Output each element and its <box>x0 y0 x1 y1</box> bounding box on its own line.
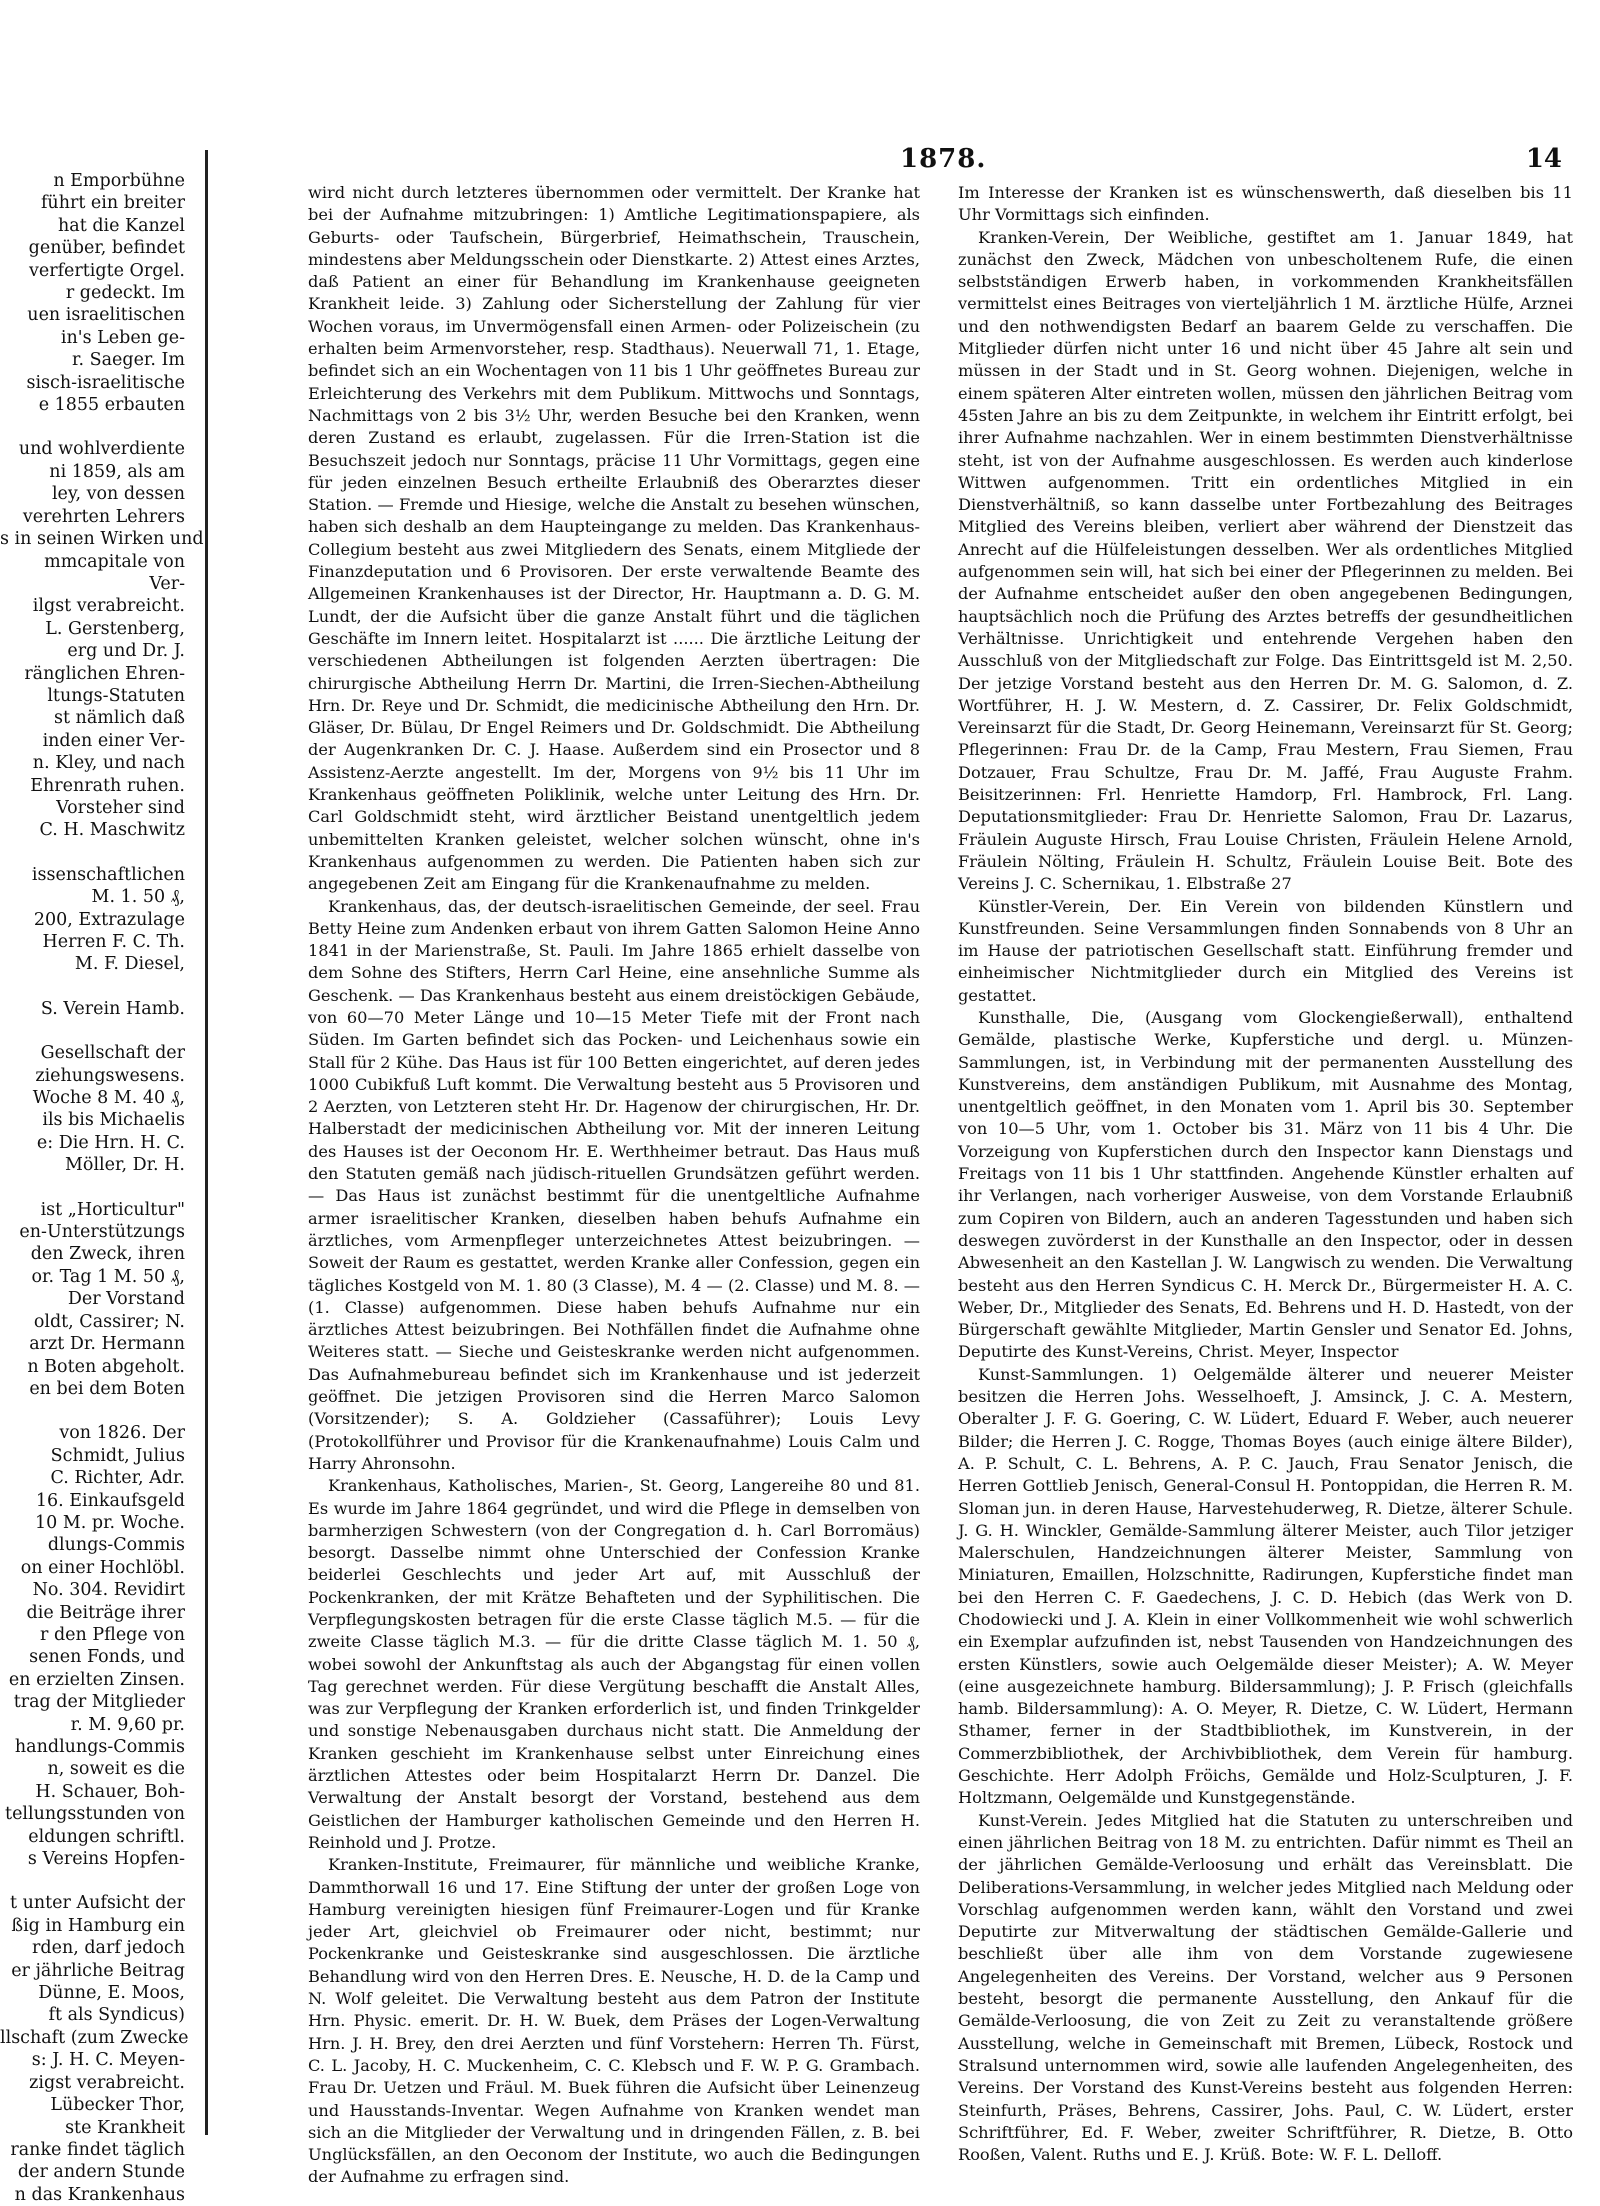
fragment-line: verfertigte Orgel. <box>28 260 185 281</box>
fragment-line: ränglichen Ehren- <box>24 663 185 684</box>
fragment-line: on einer Hochlöbl. <box>20 1557 185 1578</box>
page <box>228 140 1580 2187</box>
fragment-line: dlungs-Commis <box>47 1535 185 1556</box>
fragment-line: st nämlich daß <box>53 708 185 729</box>
fragment-line <box>0 1400 205 1422</box>
fragment-line: Der Vorstand <box>67 1289 185 1310</box>
fragment-line: tellungsstunden von <box>5 1804 185 1825</box>
fragment-line <box>0 842 205 864</box>
fragment-line: Vorsteher sind <box>56 797 185 818</box>
fragment-line: Dünne, E. Moos, <box>38 1983 185 2004</box>
fragment-line: Lübecker Thor, <box>50 2095 185 2116</box>
page-gutter-line <box>205 150 208 2135</box>
entry-paragraph: Kranken-Verein, Der Weibliche, gestiftet am 1. Januar 1849, hat zunächst den Zweck, Mädchen von unbescholtenem Rufe, die einen selbstständigen Erwerb haben, in vorkommenden Krankheitsfällen vermittelst eines Beitrages von vierteljährlich 1 M. ärztliche Hülfe, Arznei und den nothwendigsten Bedarf an baarem Gelde zu verschaffen. Die Mitglieder dürfen nicht unter 16 und nicht über 45 Jahre alt sein und müssen in der Stadt und in St. Georg wohnen. Diejenigen, welche in einem späteren Alter eintreten wollen, müssen den jährlichen Beitrag vom 45sten Jahre an bis zu dem Zeitpunkte, in welchem ihr Eintritt erfolgt, bei ihrer Aufnahme nachzahlen. Wer in einem bestimmten Dienstverhältnisse steht, ist von der Aufnahme ausgeschlossen. Es werden auch kinderlose Wittwen aufgenommen. Tritt ein ordentliches Mitglied in ein Dienstverhältniß, so kann dasselbe unter Fortbezahlung des Beitrages Mitglied des Vereins bleiben, verliert aber während der Dienstzeit das Anrecht auf die Hülfeleistungen desselben. Wer als ordentliches Mitglied aufgenommen sein will, hat sich bei einer der Pflegerinnen zu melden. Bei der Aufnahme entscheidet außer den oben angegebenen Bedingungen, hauptsächlich noch die Prüfung des Arztes betreffs der gesundheitlichen Verhältnisse. Unrichtigkeit und entehrende Vergehen haben den Ausschluß von der Mitgliedschaft zur Folge. Das Eintrittsgeld ist M. 2,50. Der jetzige Vorstand besteht aus den Herren Dr. M. G. Salomon, d. Z. Wortführer, H. J. W. Mestern, d. Z. Cassirer, Dr. Felix Goldschmidt, Vereinsarzt für die Stadt, Dr. Georg Heinemann, Vereinsarzt für St. Georg; Pflegerinnen: Frau Dr. de la Camp, Frau Mestern, Frau Siemen, Frau Dotzauer, Frau Schultze, Frau Dr. M. Jaffé, Frau Auguste Frahm. Beisitzerinnen: Frl. Henriette Hamdorp, Frl. Hambrock, Frl. Lang. Deputationsmitglieder: Frau Dr. Henriette Salomon, Frau Dr. Lazarus, Fräulein Auguste Hirsch, Frau Louise Christen, Fräulein Helene Arnold, Fräulein Nölting, Fräulein H. Schultz, Fräulein Louise Beit. Bote des Vereins J. C. Schernikau, 1. Elbstraße 27 <box>958 227 1573 894</box>
fragment-line: L. Gerstenberg, <box>45 618 185 639</box>
fragment-line: s in seinen Wirken und <box>0 529 204 550</box>
fragment-line: den Zweck, ihren <box>30 1244 185 1265</box>
fragment-line: n Boten abgeholt. <box>27 1356 185 1377</box>
fragment-line: trag der Mitglieder <box>13 1692 185 1713</box>
fragment-line: M. F. Diesel, <box>74 954 185 975</box>
fragment-line: 200, Extrazulage <box>33 909 185 930</box>
fragment-line: r gedeckt. Im <box>65 283 185 304</box>
fragment-line: in's Leben ge- <box>60 327 185 348</box>
entry-paragraph: Künstler-Verein, Der. Ein Verein von bildenden Künstlern und Kunstfreunden. Seine Versammlungen finden Sonnabends von 8 Uhr an im Hause der patriotischen Gesellschaft statt. Einführung fremder und einheimischer Nichtmitglieder durch ein Mitglied des Vereins ist gestattet. <box>958 896 1573 1005</box>
fragment-line: e: Die Hrn. H. C. <box>36 1132 185 1153</box>
fragment-line: mmcapitale von <box>44 551 185 572</box>
fragment-line: genüber, befindet <box>28 238 185 259</box>
fragment-line: ranke findet täglich <box>10 2139 185 2160</box>
fragment-line: Schmidt, Julius <box>50 1445 185 1466</box>
fragment-line: uen israelitischen <box>27 305 185 326</box>
fragment-line: or. Tag 1 M. 50 ₰, <box>31 1266 185 1287</box>
fragment-line: n Emporbühne <box>53 171 185 191</box>
fragment-line: n. Kley, und nach <box>32 753 185 774</box>
fragment-line: verehrten Lehrers <box>22 506 185 527</box>
fragment-line: en erzielten Zinsen. <box>8 1669 185 1690</box>
fragment-line: ltungs-Statuten <box>47 685 185 706</box>
fragment-line: 10 M. pr. Woche. <box>35 1512 185 1533</box>
fragment-line: Gesellschaft der <box>40 1043 185 1064</box>
fragment-line <box>0 1020 205 1042</box>
page-header <box>228 140 1580 176</box>
entry-paragraph: Kunst-Verein. Jedes Mitglied hat die Statuten zu unterschreiben und einen jährlichen Beitrag von 18 M. zu entrichten. Dafür nimmt es Theil an der jährlichen Gemälde-Verloosung und erhält das Vereinsblatt. Die Deliberations-Versammlung, in welcher jedes Mitglied nach Meldung oder Vorschlag aufgenommen werden kann, wählt den Vorstand und zwei Deputirte zur Mitverwaltung der städtischen Gemälde-Gallerie und beschließt über alle ihm von dem Vorstande zugewiesene Angelegenheiten des Vereins. Der Vorstand, welcher aus 9 Personen besteht, besorgt die permanente Ausstellung, den Ankauf für die Gemälde-Verloosung, die von Zeit zu Zeit zu veranstaltende größere Ausstellung, welche in Gemeinschaft mit Bremen, Lübeck, Rostock und Stralsund unternommen wird, sowie alle laufenden Angelegenheiten, des Vereins. Der Vorstand des Kunst-Vereins besteht aus folgenden Herren: Steinfurth, Präses, Behrens, Cassirer, Johs. Paul, C. W. Lüdert, erster Schriftführer, Ed. F. Weber, zweiter Schriftführer, R. Dietze, B. Otto Rooßen, Valent. Ruths und E. J. Krüß. Bote: W. F. L. Delloff. <box>958 1810 1573 2165</box>
fragment-line: er jährliche Beitrag <box>11 1960 185 1981</box>
fragment-line: ni 1859, als am <box>49 461 185 482</box>
fragment-line: oldt, Cassirer; N. <box>33 1311 185 1332</box>
fragment-line: Ver- <box>149 573 185 594</box>
fragment-line: inden einer Ver- <box>42 730 185 751</box>
fragment-line: und wohlverdiente <box>18 439 185 460</box>
fragment-line: hat die Kanzel <box>58 215 185 236</box>
page-year: 1878. <box>900 144 987 174</box>
fragment-line <box>0 1870 205 1892</box>
fragment-line: ist „Horticultur" <box>40 1199 185 1220</box>
fragment-line: der andern Stunde <box>17 2162 185 2183</box>
fragment-line: senen Fonds, und <box>29 1647 185 1668</box>
fragment-line: die Beiträge ihrer <box>26 1602 185 1623</box>
fragment-line: s: J. H. C. Meyen- <box>31 2050 185 2071</box>
fragment-line: 16. Einkaufsgeld <box>35 1490 185 1511</box>
fragment-line: ziehungswesens. <box>35 1065 185 1086</box>
fragment-line <box>0 1177 205 1199</box>
left-column <box>308 182 920 2189</box>
entry-paragraph: Im Interesse der Kranken ist es wünschenswerth, daß dieselben bis 11 Uhr Vormittags sich einfinden. <box>958 183 1573 225</box>
fragment-line: n das Krankenhaus <box>14 2184 185 2205</box>
fragment-line: ft als Syndicus) <box>48 2005 185 2026</box>
page-number: 14 <box>1525 144 1562 174</box>
fragment-line <box>0 416 205 438</box>
fragment-line: r. M. 9,60 pr. <box>70 1714 185 1735</box>
fragment-line: handlungs-Commis <box>14 1737 185 1757</box>
fragment-line: C. Richter, Adr. <box>50 1468 185 1489</box>
entry-paragraph: wird nicht durch letzteres übernommen oder vermittelt. Der Kranke hat bei der Aufnahme mitzubringen: 1) Amtliche Legitimationspapiere, als Geburts- oder Taufschein, Bürgerbrief, Heimathschein, Trauschein, mindestens aber Meldungsschein oder Dienstkarte. 2) Attest eines Arztes, daß Patient an einer für Behandlung im Krankenhause geeigneten Krankheit leide. 3) Zahlung oder Sicherstellung der Zahlung für vier Wochen voraus, im Unvermögensfall einen Armen- oder Polizeischein (zu erhalten beim Armenvorsteher, resp. Stadthaus). Neuerwall 71, 1. Etage, befindet sich an ein Wochentagen von 11 bis 1 Uhr geöffnetes Bureau zur Erleichterung des Verkehrs mit dem Publikum. Mittwochs und Sonntags, Nachmittags von 2 bis 3½ Uhr, werden Besuche bei den Kranken, wenn deren Zustand es erlaubt, zugelassen. Für die Irren-Station ist die Besuchszeit jedoch nur Sonntags, präcise 11 Uhr Vormittags, gegen eine für jeden einzelnen Besuch ertheilte Erlaubniß des Oberarztes dieser Station. — Fremde und Hiesige, welche die Anstalt zu besehen wünschen, haben sich deshalb an dem Haupteingange zu melden. Das Krankenhaus-Collegium besteht aus zwei Mitgliedern des Senats, einem Mitgliede der Finanzdeputation und 6 Provisoren. Der erste verwaltende Beamte des Allgemeinen Krankenhauses ist der Director, Hr. Hauptmann a. D. G. M. Lundt, der die Aufsicht über die ganze Anstalt führt und die täglichen Geschäfte im Innern leitet. Hospitalarzt ist ...... Die ärztliche Leitung der verschiedenen Abtheilungen ist folgenden Aerzten übertragen: Die chirurgische Abtheilung Herrn Dr. Martini, die Irren-Siechen-Abtheilung Hrn. Dr. Reye und Dr. Schmidt, die medicinische Abtheilung den Hrn. Dr. Gläser, Dr. Bülau, Dr Engel Reimers und Dr. Goldschmidt. Die Abtheilung der Augenkranken Dr. C. J. Haase. Außerdem sind ein Prosector und 8 Assistenz-Aerzte angestellt. Im der, Morgens von 9½ bis 11 Uhr im Krankenhaus geöffneten Poliklinik, welche unter Leitung des Hrn. Dr. Carl Goldschmidt steht, wird ärztlicher Beistand unentgeltlich jedem unbemittelten Kranken geleistet, welcher solchen wünscht, ohne in's Krankenhaus aufgenommen zu werden. Die Patienten haben sich zur angegebenen Zeit am Eingang für die Krankenaufnahme zu melden. <box>308 183 920 894</box>
fragment-line: arzt Dr. Hermann <box>29 1334 185 1355</box>
fragment-line: r den Pflege von <box>40 1624 185 1645</box>
fragment-line: ley, von dessen <box>51 484 185 505</box>
fragment-line: No. 304. Revidirt <box>32 1580 185 1601</box>
fragment-line: t unter Aufsicht der <box>9 1893 185 1914</box>
fragment-line: en-Unterstützungs <box>19 1222 185 1243</box>
fragment-line: issenschaftlichen <box>31 864 185 885</box>
fragment-line: Woche 8 M. 40 ₰, <box>32 1088 185 1109</box>
fragment-line: rden, darf jedoch <box>32 1938 185 1959</box>
fragment-line: H. Schauer, Boh- <box>35 1781 185 1802</box>
fragment-line: sisch-israelitische <box>26 372 185 393</box>
fragment-line: eldungen schriftl. <box>28 1826 185 1847</box>
fragment-line: M. 1. 50 ₰, <box>91 887 185 908</box>
fragment-line: ste Krankheit <box>65 2117 185 2138</box>
fragment-line: zigst verabreicht. <box>29 2072 185 2093</box>
fragment-line: C. H. Maschwitz <box>39 820 185 841</box>
entry-paragraph: Krankenhaus, Katholisches, Marien-, St. Georg, Langereihe 80 und 81. Es wurde im Jahre 1864 gegründet, und wird die Pflege in demselben von barmherzigen Schwestern (von der Congregation d. h. Carl Borromäus) besorgt. Dasselbe nimmt ohne Unterschied der Confession Kranke beiderlei Geschlechts und jeder Art auf, mit Ausschluß der Pockenkranken, der mit Krätze Behafteten und der Syphilitischen. Die Verpflegungskosten betragen für die erste Classe täglich M.5. — für die zweite Classe täglich M.3. — für die dritte Classe täglich M. 1. 50 ₰, wobei sowohl der Ankunftstag als auch der Abgangstag für einen vollen Tag gerechnet werden. Für diese Vergütung beschafft die Anstalt Alles, was zur Verpflegung der Kranken erforderlich ist, und finden Trinkgelder und sonstige Nebenausgaben durchaus nicht statt. Die Anmeldung der Kranken geschieht im Krankenhause selbst unter Einreichung eines ärztlichen Attestes oder beim Hospitalarzt Herrn Dr. Danzel. Die Verwaltung der Anstalt besorgt der Vorstand, bestehend aus dem Geistlichen der Hamburger katholischen Gemeinde und den Herren H. Reinhold und J. Protze. <box>308 1476 920 1852</box>
entry-paragraph: Kranken-Institute, Freimaurer, für männliche und weibliche Kranke, Dammthorwall 16 und 17. Eine Stiftung der unter der großen Loge von Hamburg vereinigten hiesigen fünf Freimaurer-Logen und für Kranke jeder Art, gleichviel ob Freimaurer oder nicht, bestimmt; nur Pockenkranke und Geisteskranke sind ausgeschlossen. Die ärztliche Behandlung wird von den Herren Dres. E. Neusche, H. D. de la Camp und N. Wolf geleitet. Die Verwaltung besteht aus dem Patron der Institute Hrn. Physic. emerit. Dr. H. W. Buek, dem Präses der Logen-Verwaltung Hrn. J. H. Brey, den drei Aerzten und fünf Vorstehern: Herren Th. Fürst, C. L. Jacoby, H. C. Muckenheim, C. C. Klebsch und F. W. P. G. Grambach. Frau Dr. Uetzen und Fräul. M. Buek führen die Aufsicht über Leinenzeug und Hausstands-Inventar. Wegen Aufnahme von Kranken wendet man sich an die Mitglieder der Verwaltung und in dringenden Fällen, z. B. bei Unglücksfällen, an den Oeconom der Institute, wo auch die Bedingungen der Aufnahme zu erfragen sind. <box>308 1855 920 2187</box>
right-column <box>958 182 1573 2166</box>
fragment-line: ilgst verabreicht. <box>32 596 185 617</box>
fragment-line <box>0 976 205 998</box>
fragment-line: s Vereins Hopfen- <box>27 1849 185 1870</box>
entry-paragraph: Krankenhaus, das, der deutsch-israelitischen Gemeinde, der seel. Frau Betty Heine zum Andenken erbaut von ihrem Gatten Salomon Heine Anno 1841 in der Marienstraße, St. Pauli. Im Jahre 1865 erhielt dasselbe von dem Sohne des Stifters, Herrn Carl Heine, eine ansehnliche Summe als Geschenk. — Das Krankenhaus besteht aus einem dreistöckigen Gebäude, von 60—70 Meter Länge und 10—15 Meter Tiefe mit der Front nach Süden. Im Garten befindet sich das Pocken- und Leichenhaus sowie ein Stall für 2 Kühe. Das Haus ist für 100 Betten eingerichtet, auf deren jedes 1000 Cubikfuß Luft kommt. Die Verwaltung besteht aus 5 Provisoren und 2 Aerzten, von Letzteren steht Hr. Dr. Hagenow der chirurgischen, Hr. Dr. Halberstadt der medicinischen Abtheilung vor. Mit der inneren Leitung des Hauses ist der Oeconom Hr. E. Werthheimer betraut. Das Haus muß den Statuten gemäß nach jüdisch-rituellen Grundsätzen geführt werden. — Das Haus ist zunächst bestimmt für die unentgeltliche Aufnahme armer israelitischer Kranken, dieselben haben behufs Aufnahme ein ärztliches, vom Armenpfleger unterzeichnetes Attest beizubringen. — Soweit der Raum es gestattet, werden Kranke aller Confession, gegen ein tägliches Kostgeld von M. 1. 80 (3 Classe), M. 4 — (2. Classe) und M. 8. — (1. Classe) aufgenommen. Diese haben behufs Aufnahme nur ein ärztliches Attest beizubringen. Bei Nothfällen findet die Aufnahme ohne Weiteres statt. — Sieche und Geisteskranke werden nicht aufgenommen. Das Aufnahmebureau befindet sich im Krankenhause und ist jederzeit geöffnet. Die jetzigen Provisoren sind die Herren Marco Salomon (Vorsitzender); S. A. Goldzieher (Cassaführer); Louis Levy (Protokollführer und Provisor für die Krankenaufnahme) Louis Calm und Harry Ahronsohn. <box>308 896 920 1473</box>
fragment-line: S. Verein Hamb. <box>40 998 185 1019</box>
fragment-line: n, soweit es die <box>47 1759 185 1780</box>
fragment-line: r. Saeger. Im <box>72 350 185 371</box>
fragment-line: Herren F. C. Th. <box>42 932 185 952</box>
fragment-line: ils bis Michaelis <box>42 1110 185 1131</box>
fragment-line: führt ein breiter <box>40 193 185 214</box>
fragment-line: von 1826. Der <box>59 1423 185 1444</box>
fragment-line: llschaft (zum Zwecke <box>0 2027 189 2048</box>
left-page-fragment <box>0 170 208 2205</box>
fragment-line: Möller, Dr. H. <box>65 1155 185 1176</box>
entry-paragraph: Kunsthalle, Die, (Ausgang vom Glockengießerwall), enthaltend Gemälde, plastische Werke, Kupferstiche und dergl. u. Münzen-Sammlungen, ist, in Verbindung mit der permanenten Ausstellung des Kunstvereins, dem anständigen Publikum, mit Ausnahme des Montag, unentgeltlich geöffnet, in den Monaten vom 1. April bis 30. September von 10—5 Uhr, vom 1. October bis 31. März von 11 bis 4 Uhr. Die Vorzeigung von Kupferstichen durch den Inspector kann Dienstags und Freitags von 11 bis 1 Uhr stattfinden. Angehende Künstler erhalten auf ihr Verlangen, nach vorheriger Ausweise, von dem Vorstande Erlaubniß zum Copiren von Bildern, auch an anderen Tagesstunden und haben sich deswegen zuvörderst in der Kunsthalle an den Inspector, oder in dessen Abwesenheit an den Kastellan J. W. Langwisch zu wenden. Die Verwaltung besteht aus den Herren Syndicus C. H. Merck Dr., Bürgermeister H. A. C. Weber, Dr., Mitglieder des Senats, Ed. Behrens und H. D. Hastedt, von der Bürgerschaft gewählte Mitglieder, Martin Gensler und Senator Ed. Johns, Deputirte des Kunst-Vereins, Christ. Meyer, Inspector <box>958 1007 1573 1362</box>
fragment-line: Ehrenrath ruhen. <box>30 775 185 796</box>
fragment-line: ßig in Hamburg ein <box>11 1915 185 1936</box>
fragment-line: erg und Dr. J. <box>67 641 185 662</box>
entry-paragraph: Kunst-Sammlungen. 1) Oelgemälde älterer und neuerer Meister besitzen die Herren Johs. Wesselhoeft, J. Amsinck, J. C. A. Mestern, Oberalter J. F. G. Goering, C. W. Lüdert, Eduard F. Weber, auch neuerer Bilder; die Herren J. C. Rogge, Thomas Boyes (auch einige ältere Bilder), A. P. Schult, C. L. Behrens, A. P. C. Jauch, Frau Senator Jenisch, die Herren Gottlieb Jenisch, General-Consul H. Pontoppidan, die Herren R. M. Sloman jun. in deren Hause, Harvestehuderweg, R. Dietze, älterer Schule. J. G. H. Winckler, Gemälde-Sammlung älterer Meister, auch Tilor jetziger Malerschulen, Handzeichnungen älterer Meister, Sammlung von Miniaturen, Emaillen, Holzschnitte, Radirungen, Kupferstiche findet man bei den Herren C. F. Gaedechens, J. C. D. Hebich (das Werk von D. Chodowiecki und J. A. Klein in einer Vollkommenheit wie wohl schwerlich ein Exemplar aufzufinden ist, nebst Tausenden von Handzeichnungen des ersten Künstlers, sowie auch Oelgemälde dieser Meister); A. W. Meyer (eine ausgezeichnete hamburg. Bildersammlung); J. P. Frisch (gleichfalls hamb. Bildersammlung): A. O. Meyer, R. Dietze, C. W. Lüdert, Hermann Sthamer, ferner in der Stadtbibliothek, im Kunstverein, in der Commerzbibliothek, der Archivbibliothek, dem Verein für hamburg. Geschichte. Herr Adolph Fröichs, Gemälde und Holz-Sculpturen, J. F. Holtzmann, Oelgemälde und Kunstgegenstände. <box>958 1364 1573 1808</box>
fragment-line: e 1855 erbauten <box>38 395 185 416</box>
fragment-line: en bei dem Boten <box>29 1378 185 1399</box>
